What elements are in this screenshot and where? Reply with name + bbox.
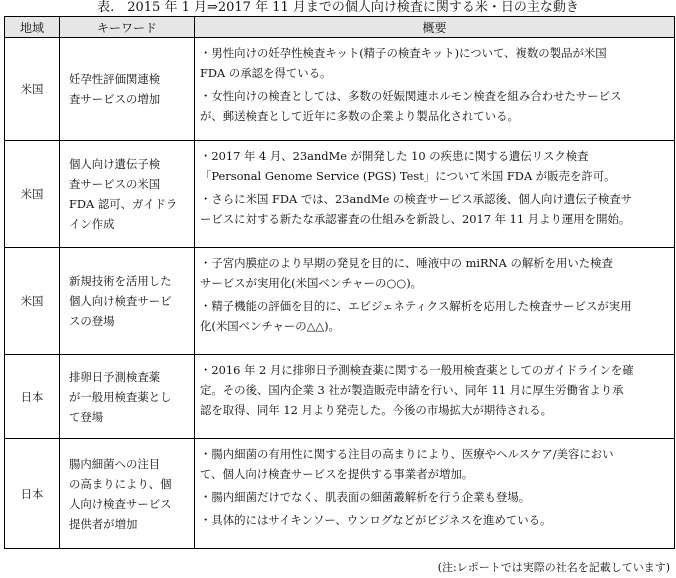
table-row bbox=[5, 439, 675, 549]
keyword-line: 個人向け検査サービ bbox=[69, 294, 172, 308]
table-body bbox=[5, 38, 675, 549]
header-region: 地域 bbox=[5, 17, 60, 38]
region-cell: 日本 bbox=[5, 355, 60, 439]
overview-line: 定。その後、国内企業 3 社が製造販売申請を行い、同年 11 月に厚生労働省より承 bbox=[200, 383, 624, 397]
overview-line: ・子宮内膜症のより早期の発見を目的に、唾液中の miRNA の解析を用いた検査 bbox=[200, 256, 613, 270]
table-row bbox=[5, 38, 675, 141]
overview-line: が、郵送検査として近年に多数の企業より製品化されている。 bbox=[200, 109, 519, 123]
overview-line: ・女性向けの検査としては、多数の妊娠関連ホルモン検査を組み合わせたサービス bbox=[200, 89, 622, 103]
keyword-line: の高まりにより、個 bbox=[69, 476, 172, 491]
table-row bbox=[5, 141, 675, 248]
overview-cell bbox=[195, 38, 675, 141]
header-overview: 概要 bbox=[195, 17, 675, 38]
overview-line: ・2016 年 2 月に排卵日予測検査薬に関する一般用検査薬としてのガイドラインを確 bbox=[200, 363, 634, 377]
overview-cell bbox=[195, 248, 675, 355]
header-row bbox=[5, 17, 675, 38]
keyword-line: て登場 bbox=[69, 409, 104, 424]
keyword-line: 腸内細菌への注目 bbox=[69, 456, 161, 471]
overview-line: 化(米国ベンチャーの△△)。 bbox=[200, 319, 340, 333]
overview-bullet bbox=[200, 360, 668, 420]
keyword-line: が一般用検査薬とし bbox=[69, 389, 172, 404]
overview-line: ・2017 年 4 月、23andMe が開発した 10 の疾患に関する遺伝リスク検査 bbox=[200, 149, 589, 163]
overview-line: 認を取得、同年 12 月より発売した。今後の市場拡大が期待される。 bbox=[200, 403, 553, 417]
overview-line: 「Personal Genome Service (PGS) Test」について米国 FDA が販売を許可。 bbox=[200, 169, 616, 183]
keyword-cell bbox=[60, 248, 195, 355]
header-keyword: キーワード bbox=[60, 17, 195, 38]
keyword-line: イン作成 bbox=[69, 217, 115, 231]
keyword-line: 妊孕性評価関連検 bbox=[69, 72, 161, 86]
table-row bbox=[5, 248, 675, 355]
overview-cell bbox=[195, 141, 675, 248]
keyword-line: FDA 認可、ガイドラ bbox=[69, 197, 178, 211]
overview-line: ・具体的にはサイキンソー、ウンログなどがビジネスを進めている。 bbox=[200, 513, 552, 527]
overview-bullet bbox=[200, 43, 668, 83]
table-row bbox=[5, 355, 675, 439]
overview-line: ービスに対する新たな承認審査の仕組みを新設し、2017 年 11 月より運用を開始。 bbox=[200, 212, 631, 226]
overview-bullet bbox=[200, 86, 668, 126]
overview-cell bbox=[195, 439, 675, 549]
overview-line: ・男性向けの妊孕性検査キット(精子の検査キット)について、複数の製品が米国 bbox=[200, 46, 607, 60]
keyword-cell bbox=[60, 355, 195, 439]
keyword-line: 査サービスの米国 bbox=[69, 177, 161, 191]
keyword-line: 提供者が増加 bbox=[69, 516, 138, 531]
overview-line: ・さらに米国 FDA では、23andMe の検査サービス承認後、個人向け遺伝子検査サ bbox=[200, 192, 633, 206]
trends-table bbox=[4, 16, 675, 549]
keyword-line: 個人向け遺伝子検 bbox=[69, 157, 161, 171]
region-cell: 米国 bbox=[5, 38, 60, 141]
overview-line: サービスが実用化(米国ベンチャーの○○)。 bbox=[200, 276, 423, 290]
keyword-line: 人向け検査サービス bbox=[69, 496, 172, 511]
overview-bullet bbox=[200, 487, 668, 507]
region-cell: 日本 bbox=[5, 439, 60, 549]
keyword-line: 査サービスの増加 bbox=[69, 92, 161, 106]
keyword-line: スの登場 bbox=[69, 314, 115, 328]
keyword-cell bbox=[60, 38, 195, 141]
overview-cell bbox=[195, 355, 675, 439]
keyword-line: 新規技術を活用した bbox=[69, 274, 172, 288]
overview-line: FDA の承認を得ている。 bbox=[200, 66, 332, 80]
table-title: 表. 2015 年 1 月⇒2017 年 11 月までの個人向け検査に関する米・日の主な動き bbox=[97, 0, 579, 15]
keyword-cell bbox=[60, 439, 195, 549]
overview-bullet bbox=[200, 146, 668, 186]
region-cell: 米国 bbox=[5, 248, 60, 355]
overview-bullet bbox=[200, 444, 668, 484]
overview-line: ・腸内細菌だけでなく、肌表面の細菌叢解析を行う企業も登場。 bbox=[200, 490, 531, 504]
overview-bullet bbox=[200, 253, 668, 293]
overview-bullet bbox=[200, 189, 668, 229]
overview-line: て、個人向け検査サービスを提供する事業者が増加。 bbox=[200, 467, 474, 481]
footnote: (注:レポートでは実際の社名を記載しています) bbox=[437, 561, 670, 574]
overview-line: ・精子機能の評価を目的に、エピジェネティクス解析を応用した検査サービスが実用 bbox=[200, 299, 632, 313]
overview-bullet bbox=[200, 296, 668, 336]
keyword-line: 排卵日予測検査薬 bbox=[69, 369, 161, 384]
region-cell: 米国 bbox=[5, 141, 60, 248]
overview-bullet bbox=[200, 510, 668, 530]
overview-line: ・腸内細菌の有用性に関する注目の高まりにより、医療やヘルスケア/美容におい bbox=[200, 447, 614, 461]
keyword-cell bbox=[60, 141, 195, 248]
